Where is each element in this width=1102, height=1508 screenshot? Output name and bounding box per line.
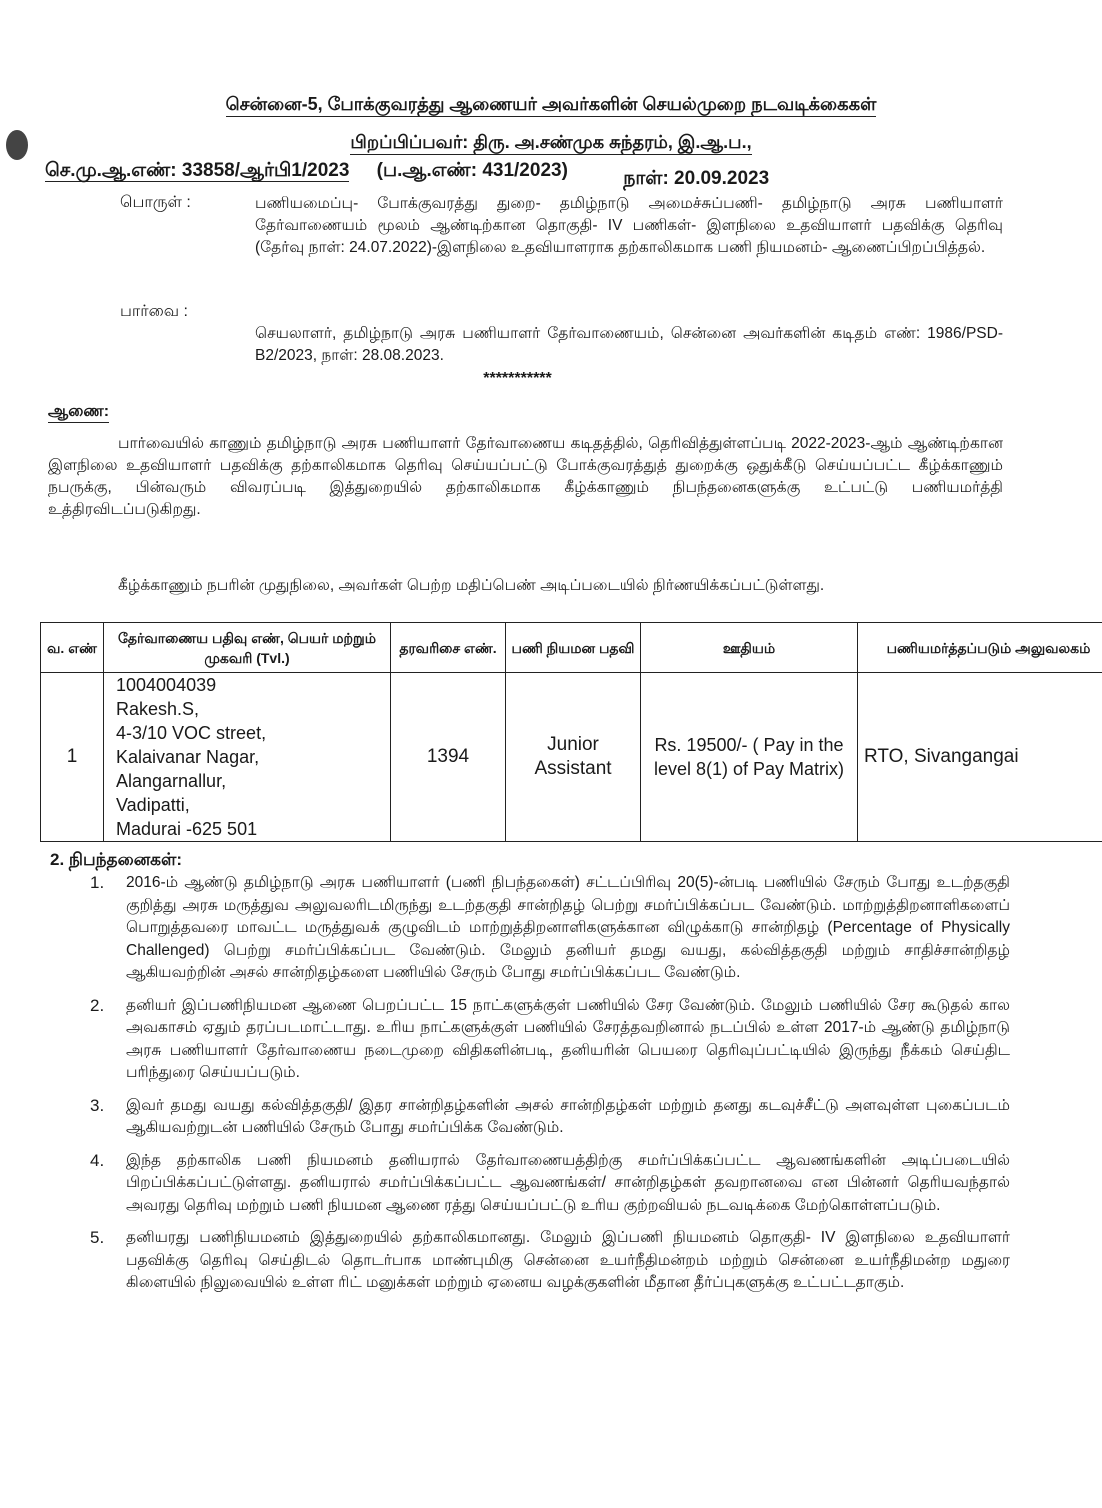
pa-number: (ப.ஆ.எண்: 431/2023) xyxy=(376,160,568,181)
address-line: 4-3/10 VOC street, xyxy=(116,723,267,743)
reference-label: பார்வை : xyxy=(120,303,188,320)
address-line: Madurai -625 501 xyxy=(116,819,258,839)
cell-rank: 1394 xyxy=(391,673,506,842)
separator: *********** xyxy=(483,370,552,387)
condition-text: தனியர் இப்பணிநியமன ஆணை பெறப்பட்ட 15 நாட்களுக்குள் பணியில் சேர வேண்டும். மேலும் பணியில் சேர கூடுதல் கால அவகாசம் ஏதும் தரப்படமாட்டாது. உரிய நாட்களுக்குள் பணியில் சேரத்தவறினால் நடப்பில் உள்ள 2017-ம் ஆண்டு தமிழ்நாடு அரசு பணியாளர் தேர்வாணைய நடைமுறை விதிகளின்படி, தனியரின் பெயரை தெரிவுப்பட்டியில் இருந்து நீக்கம் செய்திட பரிந்துரை செய்யப்படும். xyxy=(126,996,1010,1081)
header-registration: தேர்வாணைய பதிவு எண், பெயர் மற்றும் முகவரி (Tvl.) xyxy=(104,623,391,673)
office-title: சென்னை-5, போக்குவரத்து ஆணையர் அவர்களின் செயல்முறை நடவடிக்கைகள் xyxy=(0,92,1102,116)
order-heading: ஆணை: xyxy=(48,402,109,423)
cell-registration xyxy=(104,673,391,842)
proceedings-number: செ.மு.ஆ.எண்: 33858/ஆர்பி1/2023 xyxy=(45,160,350,181)
condition-number: 5. xyxy=(90,1228,105,1247)
header-rank: தரவரிசை எண். xyxy=(391,623,506,673)
conditions-heading: 2. நிபந்தனைகள்: xyxy=(50,850,183,869)
reference-line xyxy=(45,158,770,189)
condition-number: 4. xyxy=(90,1150,105,1170)
cell-post: Junior Assistant xyxy=(506,673,641,842)
condition-number: 3. xyxy=(90,1095,105,1115)
header-pay: ஊதியம் xyxy=(641,623,858,673)
subject-text: பணியமைப்பு- போக்குவரத்து துறை- தமிழ்நாடு அமைச்சுப்பணி- தமிழ்நாடு அரசு பணியாளர் தேர்வாணையம் மூலம் ஆண்டிற்கான தொகுதி- IV பணிகள்- இளநிலை உதவியாளர் பதவிக்கு தெரிவு (தேர்வு நாள்: 24.07.2022)-இளநிலை உதவியாளராக தற்காலிகமாக பணி நியமனம்- ஆணைப்பிறப்பித்தல். xyxy=(255,195,1003,256)
condition-item xyxy=(90,995,1010,1085)
condition-text: இவர் தமது வயது கல்வித்தகுதி/ இதர சான்றிதழ்களின் அசல் சான்றிதழ்கள் மற்றும் தனது கடவுச்சீட்டு அளவுள்ள புகைப்படம் ஆகியவற்றுடன் பணியில் சேரும் போது சமர்ப்பிக்க வேண்டும். xyxy=(126,1096,1010,1136)
condition-number: 1. xyxy=(90,873,105,892)
condition-item xyxy=(90,1150,1010,1218)
registration-number: 1004004039 xyxy=(116,675,217,695)
appointment-table xyxy=(40,622,1102,842)
header-post: பணி நியமன பதவி xyxy=(506,623,641,673)
condition-item xyxy=(90,872,1010,985)
condition-text: தனியரது பணிநியமனம் இத்துறையில் தற்காலிகமானது. மேலும் இப்பணி நியமனம் தொகுதி- IV இளநிலை உதவியாளர் பதவிக்கு தெரிவு செய்திடல் தொடர்பாக மாண்புமிகு சென்னை உயர்நீதிமன்றம் மற்றும் சென்னை உயர்நீதிமன்ற மதுரை கிளையில் நிலுவையில் உள்ள ரிட் மனுக்கள் மற்றும் ஏனைய வழக்குகளின் மீதான தீர்ப்புகளுக்கு உட்பட்டதாகும். xyxy=(126,1229,1010,1291)
address-line: Kalaivanar Nagar, xyxy=(116,747,260,767)
reference-text: செயலாளர், தமிழ்நாடு அரசு பணியாளர் தேர்வாணையம், சென்னை அவர்களின் கடிதம் எண்: 1986/PSD-B2/2023, நாள்: 28.08.2023. xyxy=(255,325,1003,364)
address-line: Alangarnallur, xyxy=(116,771,227,791)
condition-text: 2016-ம் ஆண்டு தமிழ்நாடு அரசு பணியாளர் (பணி நிபந்தகைள்) சட்டப்பிரிவு 20(5)-ன்படி பணியில் சேரும் போது உடற்தகுதி குறித்து அரசு மருத்துவ அலுவலரிடமிருந்து உடற்தகுதி சான்றிதழ் பெற்று சமர்ப்பிக்கப்பட வேண்டும். மாற்றுத்திறனாளிகளைப் பொறுத்தவரை மாவட்ட மருத்துவக் குழுவிடம் மாற்றுத்திறனாளிகளுக்கான விழுக்காடு சான்றிதழ் (Percentage of Physically Challenged) பெற்று சமர்ப்பிக்கப்பட வேண்டும். மேலும் தனியர் தமது வயது, கல்வித்தகுதி மற்றும் சாதிச்சான்றிதழ் ஆகியவற்றின் அசல் சான்றிதழ்களை பணியில் சேரும் போது சமர்ப்பிக்கப்பட வேண்டும். xyxy=(126,874,1010,981)
cell-sno: 1 xyxy=(41,673,104,842)
cell-office: RTO, Sivangangai xyxy=(858,673,1102,842)
subject-label: பொருள் : xyxy=(120,194,191,211)
candidate-name: Rakesh.S, xyxy=(116,699,200,719)
issuer-line: பிறப்பிப்பவர்: திரு. அ.சண்முக சுந்தரம், இ.ஆ.ப., xyxy=(0,130,1102,154)
condition-item xyxy=(90,1227,1010,1295)
condition-number: 2. xyxy=(90,995,105,1015)
address-line: Vadipatti, xyxy=(116,795,190,815)
condition-text: இந்த தற்காலிக பணி நியமனம் தனியரால் தேர்வாணையத்திற்கு சமர்ப்பிக்கப்பட்ட ஆவணங்களின் அடிப்படையில் பிறப்பிக்கப்பட்டுள்ளது. தனியரால் சமர்ப்பிக்கப்பட்ட ஆவணங்கள்/ சான்றிதழ்கள் தவறானவை என பின்னர் தெரியவந்தால் அவரது தெரிவு மற்றும் பணி நியமன ஆணை ரத்து செய்யப்பட்டு உரிய குற்றவியல் நடவடிக்கை மேற்கொள்ளப்படும். xyxy=(126,1151,1010,1214)
cell-pay: Rs. 19500/- ( Pay in the level 8(1) of Pay Matrix) xyxy=(641,673,858,842)
condition-item xyxy=(90,1095,1010,1140)
table-row xyxy=(41,673,1102,842)
order-paragraph-1: பார்வையில் காணும் தமிழ்நாடு அரசு பணியாளர் தேர்வாணைய கடிதத்தில், தெரிவித்துள்ளப்படி 2022-2023-ஆம் ஆண்டிற்கான இளநிலை உதவியாளர் பதவிக்கு தற்காலிகமாக தெரிவு செய்யப்பட்டு போக்குவரத்துத் துறைக்கு ஒதுக்கீடு செய்யப்பட்ட கீழ்க்காணும் நபருக்கு, பின்வரும் விவரப்படி இத்துறையில் தற்காலிகமாக கீழ்க்காணும் நிபந்தனைகளுக்கு உட்பட்டு பணியமர்த்தி உத்திரவிடப்படுகிறது. xyxy=(48,435,1003,518)
order-paragraph-2: கீழ்க்காணும் நபரின் முதுநிலை, அவர்கள் பெற்ற மதிப்பெண் அடிப்படையில் நிர்ணயிக்கப்பட்டுள்ளது. xyxy=(118,577,825,594)
header-office: பணியமர்த்தப்படும் அலுவலகம் xyxy=(858,623,1102,673)
conditions-list xyxy=(90,872,1010,1305)
header-sno: வ. எண் xyxy=(41,623,104,673)
table-header-row xyxy=(41,623,1102,673)
order-date: நாள்: 20.09.2023 xyxy=(623,168,770,189)
